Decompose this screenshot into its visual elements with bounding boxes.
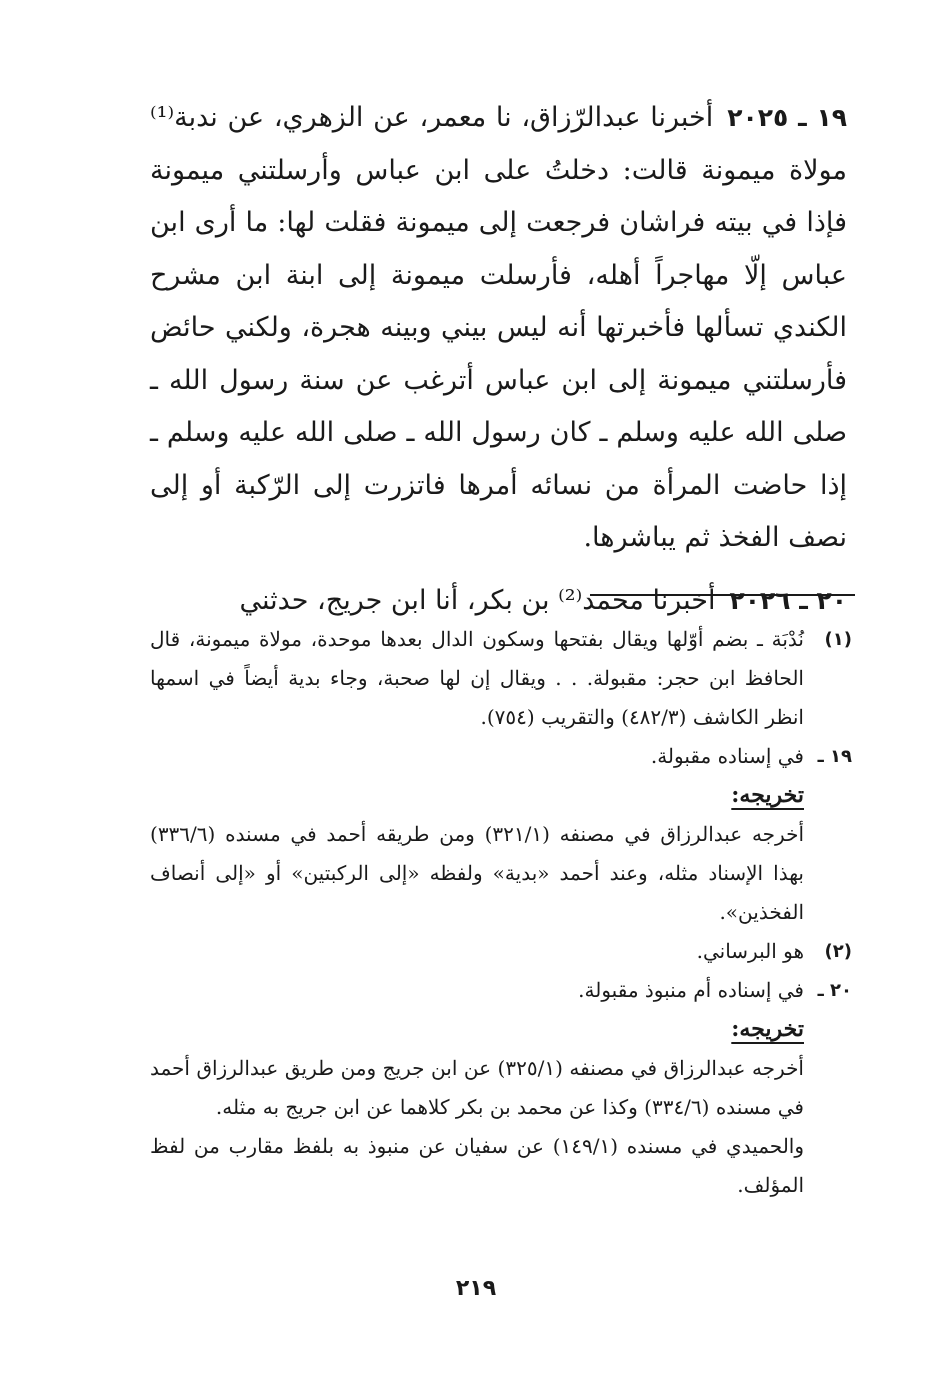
footnote (150, 815, 852, 932)
hadith-entry (150, 92, 847, 565)
takhrij-heading: تخريجه: (731, 782, 804, 808)
footnote-text: في إسناده مقبولة. (650, 744, 804, 768)
footnote-marker: (١) (824, 629, 852, 650)
footnote-marker: ٢٠ ـ (817, 980, 852, 1001)
footnote (150, 1049, 852, 1127)
footnote-marker: ١٩ ـ (817, 746, 852, 767)
footnotes (150, 620, 852, 1205)
footnote (150, 1010, 852, 1049)
footnote (150, 620, 852, 737)
page-number: ٢١٩ (455, 1276, 497, 1301)
footnote-divider (590, 594, 855, 596)
footnote-text: والحميدي في مسنده (١٤٩/١) عن سفيان عن منبوذ به بلفظ مقارب من لفظ المؤلف. (150, 1134, 805, 1197)
main-text (150, 92, 847, 627)
footnote-text: نُدْبَة ـ بضم أوّلها ويقال بفتحها وسكون الدال بعدها موحدة، مولاة ميمونة، قال الحافظ ابن حجر: مقبولة. . . ويقال إن لها صحبة، وجاء بدية أيضاً في اسمها انظر الكاشف (٤٨٢/٣) والتقريب (٧٥٤). (150, 627, 804, 729)
hadith-text: أخبرنا عبدالرّزاق، نا معمر، عن الزهري، عن ندبة⁽¹⁾ مولاة ميمونة قالت: دخلتُ على ابن عباس وأرسلتني ميمونة فإذا في بيته فراشان فرجعت إلى ميمونة فقلت لها: ما أرى ابن عباس إلّا مهاجراً أهله، فأرسلت ميمونة إلى ابنة ابن مشرح الكندي تسألها فأخبرتها أنه ليس بيني وبينه هجرة، ولكني حائض فأرسلتني ميمونة إلى ابن عباس أترغب عن سنة رسول الله ـ صلى الله عليه وسلم ـ كان رسول الله ـ صلى الله عليه وسلم ـ إذا حاضت المرأة من نسائه أمرها فاتزرت إلى الرّكبة أو إلى نصف الفخذ ثم يباشرها. (150, 102, 847, 553)
hadith-text: أخبرنا محمد⁽²⁾ بن بكر، أنا ابن جريج، حدثني (239, 584, 716, 616)
footnote (150, 971, 852, 1010)
footnote (150, 737, 852, 776)
takhrij-heading: تخريجه: (731, 1016, 804, 1042)
footnote-text: أخرجه عبدالرزاق في مصنفه (٣٢٥/١) عن ابن جريج ومن طريق عبدالرزاق أحمد في مسنده (٣٣٤/٦) وكذا عن محمد بن بكر كلاهما عن ابن جريج به مثله. (150, 1056, 804, 1119)
hadith-number: ٢٠ ـ ٢٠٢٦ (729, 585, 847, 615)
footnote (150, 776, 852, 815)
footnote-text: أخرجه عبدالرزاق في مصنفه (٣٢١/١) ومن طريقه أحمد في مسنده (٣٣٦/٦) بهذا الإسناد مثله، وعند أحمد «بدية» ولفظه «إلى الركبتين» أو «إلى أنصاف الفخذين». (150, 822, 805, 924)
footnote-text: في إسناده أم منبوذ مقبولة. (578, 978, 804, 1002)
hadith-number: ١٩ ـ ٢٠٢٥ (727, 103, 847, 132)
footnote-text: هو البرساني. (696, 939, 804, 963)
footnote (150, 932, 852, 971)
footnote (150, 1127, 852, 1205)
footnote-marker: (٢) (824, 941, 852, 962)
